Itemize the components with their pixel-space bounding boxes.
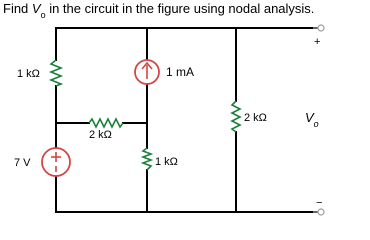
problem-statement: Find $V_o$ in the circuit in the figure using nodal analysis. — [3, 1, 315, 20]
bottom-middle-resistor-label: 1 kΩ — [155, 156, 178, 168]
right-resistor-label: 2 kΩ — [244, 112, 267, 124]
output-plus-sign: + — [314, 36, 321, 48]
current-source-label: 1 mA — [166, 65, 195, 79]
middle-resistor-label: 2 kΩ — [89, 129, 112, 141]
left-resistor-label: 1 kΩ — [17, 68, 40, 80]
output-voltage-label: $V_o$ — [305, 110, 319, 129]
output-terminal-top-circle — [318, 25, 324, 31]
output-terminal-bottom-circle — [318, 209, 324, 215]
voltage-source-label: 7 V — [14, 157, 31, 169]
output-minus-sign: − — [316, 197, 323, 209]
